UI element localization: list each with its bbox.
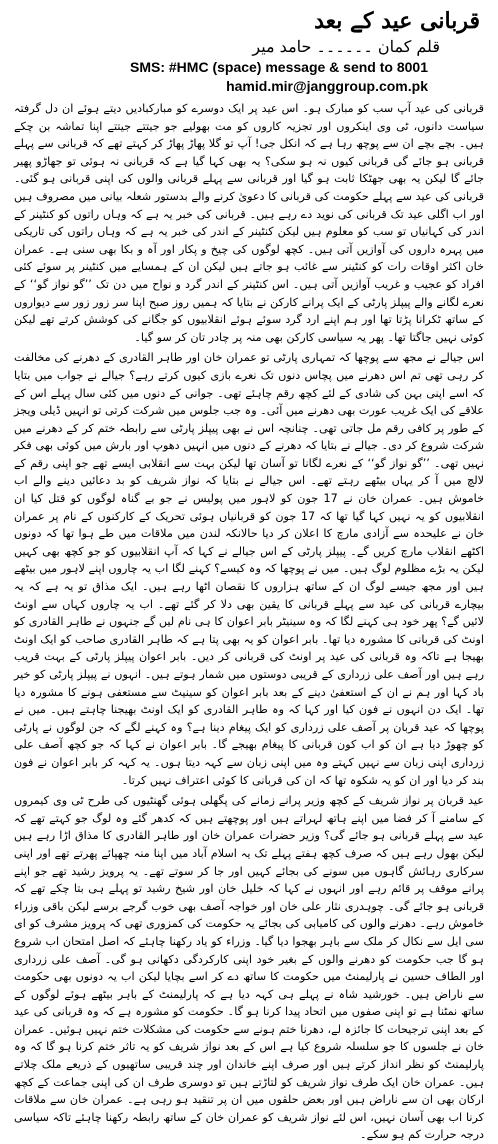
article-title: قربانی عید کے بعد (314, 8, 480, 34)
column-byline: قلم کمان ۔۔۔۔۔۔ حامد میر (252, 37, 440, 56)
article-paragraph: اس جیالے نے مجھ سے پوچھا کہ تمہاری پارٹی تو عمران خان اور طاہر القادری کے دھرنے کی مخالفت کر رہی تھی تم اس دھرنے میں پچاس دنوں تک نعرے بازی کیوں کرتے رہے؟ جیالے نے جواب میں بتایا کہ اسے اپنی بہن کی شادی کے لئے کچھ رقم چاہئے تھی۔ جوانی کے دنوں میں کئی سال پہلے اس کے علاقے کی ایک غریب عورت بھی دھرنے میں آئی۔ وہ جب جلوس میں شرکت کرتی تو انہیں ڈیلی ویجز کے طور پر کافی رقم مل جاتی تھی۔ چنانچہ اس نے بھی پیپلز پارٹی سے رابطہ ختم کر کے دھرنے میں شرکت شروع کر دی۔ جیالے نے بتایا کہ دھرنے کے دنوں میں انہیں دھوپ اور بارش میں کوئی بھی فکر نہیں تھی۔ ’’گو نواز گو‘‘ کے نعرے لگانا تو آسان تھا لیکن بہت سے انقلابی ایسے تھے جو اپنی رقم کے لالچ میں آ کر یہاں بیٹھے رہتے تھے۔ اس جیالے نے بتایا کہ نواز شریف کو بد دعائیں دینے والے اب خاموش ہیں۔ عمران خان نے 17 جون کو لاہور میں پولیس نے جو بے گناہ لوگوں کو قتل کیا ان انقلابیوں کو یہ نہیں کہا گیا تھا کہ 17 جون کو قربانیاں ہوئی تحریک کے کارکنوں کے نام پر عمران خان نے علیحدہ سے آزادی مارچ کا اعلان کر دیا حالانکہ لندن میں ملاقات میں طے ہوا تھا کہ دونوں اکٹھے انقلاب مارچ کریں گے۔ پیپلز پارٹی کے اس جیالے نے کہا کہ آپ انقلابیوں کو جو کچھ بھی کہیں لیکن یہ بڑے مظلوم لوگ ہیں۔ میں نے پوچھا کہ وہ کیسے؟ کہنے لگا اب یہ چاروں اپنے لاہور میں بیٹھے ہیں اور مجھ جیسے لوگ ان کے ساتھ ہزاروں کا نقصان اٹھا رہے ہیں۔ ایک مذاق تو یہ ہے کہ یہ بیچارے قربانی کی عید سے پہلے قربانی کا یقین بھی دلا کر گئے تھے۔ اب یہ چاروں کہاں سے اونٹ لائیں گے؟ پھر خود ہی کہنے لگا کہ وہ سینیٹر بابر اعوان کا ہی نام لیں گے جنہوں نے طاہر القادری کو اونٹ کی قربانی کا مشورہ دیا تھا۔ بابر اعوان کو یہ بھی پتا ہے کہ طاہر القادری صاحب کو ایک اونٹ بھیجا ہے تاکہ وہ قربانی کی عید پر اونٹ کی قربانی کر دیں۔ بابر اعوان پیپلز پارٹی کے بہت قریب رہے ہیں اور آصف علی زرداری کے قریبی دوستوں میں شمار ہوتے ہیں۔ انہوں نے پیپلز پارٹی کو خیر باد کہا اور ہم نے ان کے استعفیٰ دینے کے بعد بابر اعوان کو سینیٹ سے مستعفی ہونے کا مشورہ دیا تھا۔ ایک دن انہوں نے فون کیا اور کہا کہ وہ طاہر القادری کو ایک اونٹ بھیجنا چاہتے ہیں۔ میں نے پوچھا کہ عید قربان پر آصف علی زرداری کو ایک پیغام دینا ہے؟ وہ کہنے لگے کہ جن لوگوں نے پارٹی کو چھوڑ دیا ہے ان کو اب کون قربانی کا پیغام بھیجے گا۔ بابر اعوان نے کہا کہ جو کچھ آصف علی زرداری اپنی زبان سے نہیں کہتے وہ میں اپنی زبان سے کہہ دیتا ہوں۔ یہ کہہ کر بابر اعوان نے فون بند کر دیا اور ان کو یہ شکوہ تھا کہ ان کی قربانی کا کوئی اعتراف نہیں کرتا۔ (14, 351, 484, 787)
sms-line: SMS: #HMC (space) message & send to 8001 (130, 59, 428, 75)
article-paragraph: قربانی کی عید آپ سب کو مبارک ہو۔ اس عید پر ایک دوسرے کو مبارکبادیں دیتے ہوئے ان دل گرفتہ سیاست دانوں، ٹی وی اینکروں اور تجزیہ کاروں کو مت بھولیے جو جیتتے جیتتے اپنا تماشہ بن چکے ہیں۔ بچے بچے ان سے پوچھ رہا ہے کہ انکل جی! آپ تو گلا پھاڑ پھاڑ کر کہتے تھے کہ قربانی سے پہلے قربانی ہو جائے گی قربانی کیوں نہ ہو سکی؟ یہ بھی کہا گیا ہے کہ قربانی نہ ہوئی تو جھاڑو پھیر جائے گا لیکن یہ بھی جھٹکا ثابت ہو گیا اور قربانی سے پہلے قربانی والوں کی اپنی قربانی ہو گئی۔ قربانی کی عید سے پہلے حکومت کی قربانی کا دعویٰ کرنے والے بدستور شعلہ بیانی میں مصروف ہیں اور اب اگلی عید تک قربانی کی نوید دے رہے ہیں۔ قربانی کی خبر یہ ہے کہ وہاں راتوں کو کنٹینر کے اندر کی کہانیاں تو سب کو معلوم ہیں لیکن کنٹینر کے اندر کی خبر یہ ہے کہ وہاں راتوں کی تاریکی میں پہرہ داروں کی آوازیں آتی ہیں۔ کچھ لوگوں کی چیخ و پکار اور آہ و بکا بھی سنی ہے۔ عمران خان اکثر اوقات رات کو کنٹینر سے غائب ہو جاتے ہیں لیکن ان کے ہمسایے میں کنٹینر پر سوئے کئی افراد کو عجیب و غریب آوازیں آتی ہیں۔ اس کنٹینر کے اندر گرد و نواح میں دن تک ’’گو نواز گو‘‘ کے نعرے لگانے والے پیپلز پارٹی کے ایک پرانے کارکن نے بتایا کہ ہمیں روز صبح اپنا سر زور زور سے دیواروں کے ساتھ ٹکرانا پڑتا تھا اور ہم اپنے ارد گرد سوئے ہوئے انقلابیوں کو جگانے کی کوشش کرتے تھے لیکن کوئی نہیں جاگتا تھا۔ پھر یہ سیاسی کارکن بھی منہ پر چادر تان کر سو گیا۔ (14, 102, 484, 344)
column-header (10, 6, 488, 96)
article-body (10, 100, 488, 1144)
article-paragraph: عید قربان پر نواز شریف کے کچھ وزیر پرانے زمانے کی پگھلی ہوئی گھنٹیوں کی طرح ٹی وی کیمروں کے سامنے آ کر فضا میں اپنے ہاتھ لہراتے ہیں اور پوچھتے ہیں کہ کدھر گئے وہ لوگ جو کہتے تھے کہ عید سے پہلے قربانی ہو جائے گی؟ وزیر حضرات عمران خان اور طاہر القادری کا مذاق اڑا رہے ہیں لیکن بھول رہے ہیں کہ صرف کچھ ہفتے پہلے تک یہ اسلام آباد میں اپنا منہ چھپائے پھرتے تھے اور اپنی سرکاری رہائش گاہوں میں سونے کی بجائے کہیں اور جا کر سوتے تھے۔ یہ پرویز رشید تھے جو اپنے پرانے موقف پر قائم رہے اور انہوں نے کہا کہ خلیل خان اور شیخ رشید تو پہلے ہی بتا چکے تھے کہ قربانی ہو جائے گی۔ چوہدری نثار علی خان اور خواجہ آصف بھی خوب گرجے برسے لیکن باقی وزراء خاموش رہے۔ دھرنے والوں کی کامیابی کی بجائے یہ حکومت کی کمزوری تھی کہ پرویز مشرف کو ای سی ایل سے نکال کر ملک سے باہر بھجوا دیا گیا۔ وزراء کو یاد رکھنا چاہئے کہ اصل امتحان اب شروع ہو گا جب حکومت کو دھرنے والوں کے بغیر خود اپنی کارکردگی دکھانی ہو گی۔ آصف علی زرداری اور الطاف حسین نے پارلیمنٹ میں حکومت کا ساتھ دے کر اسے بچایا لیکن اب یہ دونوں بھی حکومت سے ناراض ہیں۔ خورشید شاہ نے پہلے ہی کہہ دیا ہے کہ پارلیمنٹ کے باہر بیٹھے ہوئے لوگوں کے ساتھ نمٹنا ہے تو اپنی صفوں میں اتحاد پیدا کرنا ہو گا۔ حکومت کو مشورہ ہے کہ وہ قربانی کی عید کے بعد اپنی ترجیحات کا جائزہ لے، دھرنا ختم ہونے سے حکومت کی مشکلات ختم نہیں ہوئیں۔ عمران خان نے جلسوں کا جو سلسلہ شروع کیا ہے اس کے بعد نواز شریف کو یہ تاثر ختم کرنا ہو گا کہ وہ پارلیمنٹ کو نظر انداز کرتے ہیں اور صرف اپنے خاندان اور چند قریبی ساتھیوں کے ذریعے ملک چلاتے ہیں۔ عمران خان ایک طرف نواز شریف کو لتاڑتے ہیں تو دوسری طرف ان کی اپنی جماعت کے کچھ ارکان بھی ان سے ناراض ہیں اور بعض حلقوں میں ان پر تنقید ہو رہی ہے۔ عمران خان سے ملاقات کرنا اب بھی آسان نہیں، اس لئے نواز شریف کو عمران خان کے ساتھ رابطہ رکھنا چاہئے تاکہ سیاسی درجہ حرارت کم ہو سکے۔ (14, 794, 484, 1142)
author-email: hamid.mir@janggroup.com.pk (226, 78, 428, 94)
